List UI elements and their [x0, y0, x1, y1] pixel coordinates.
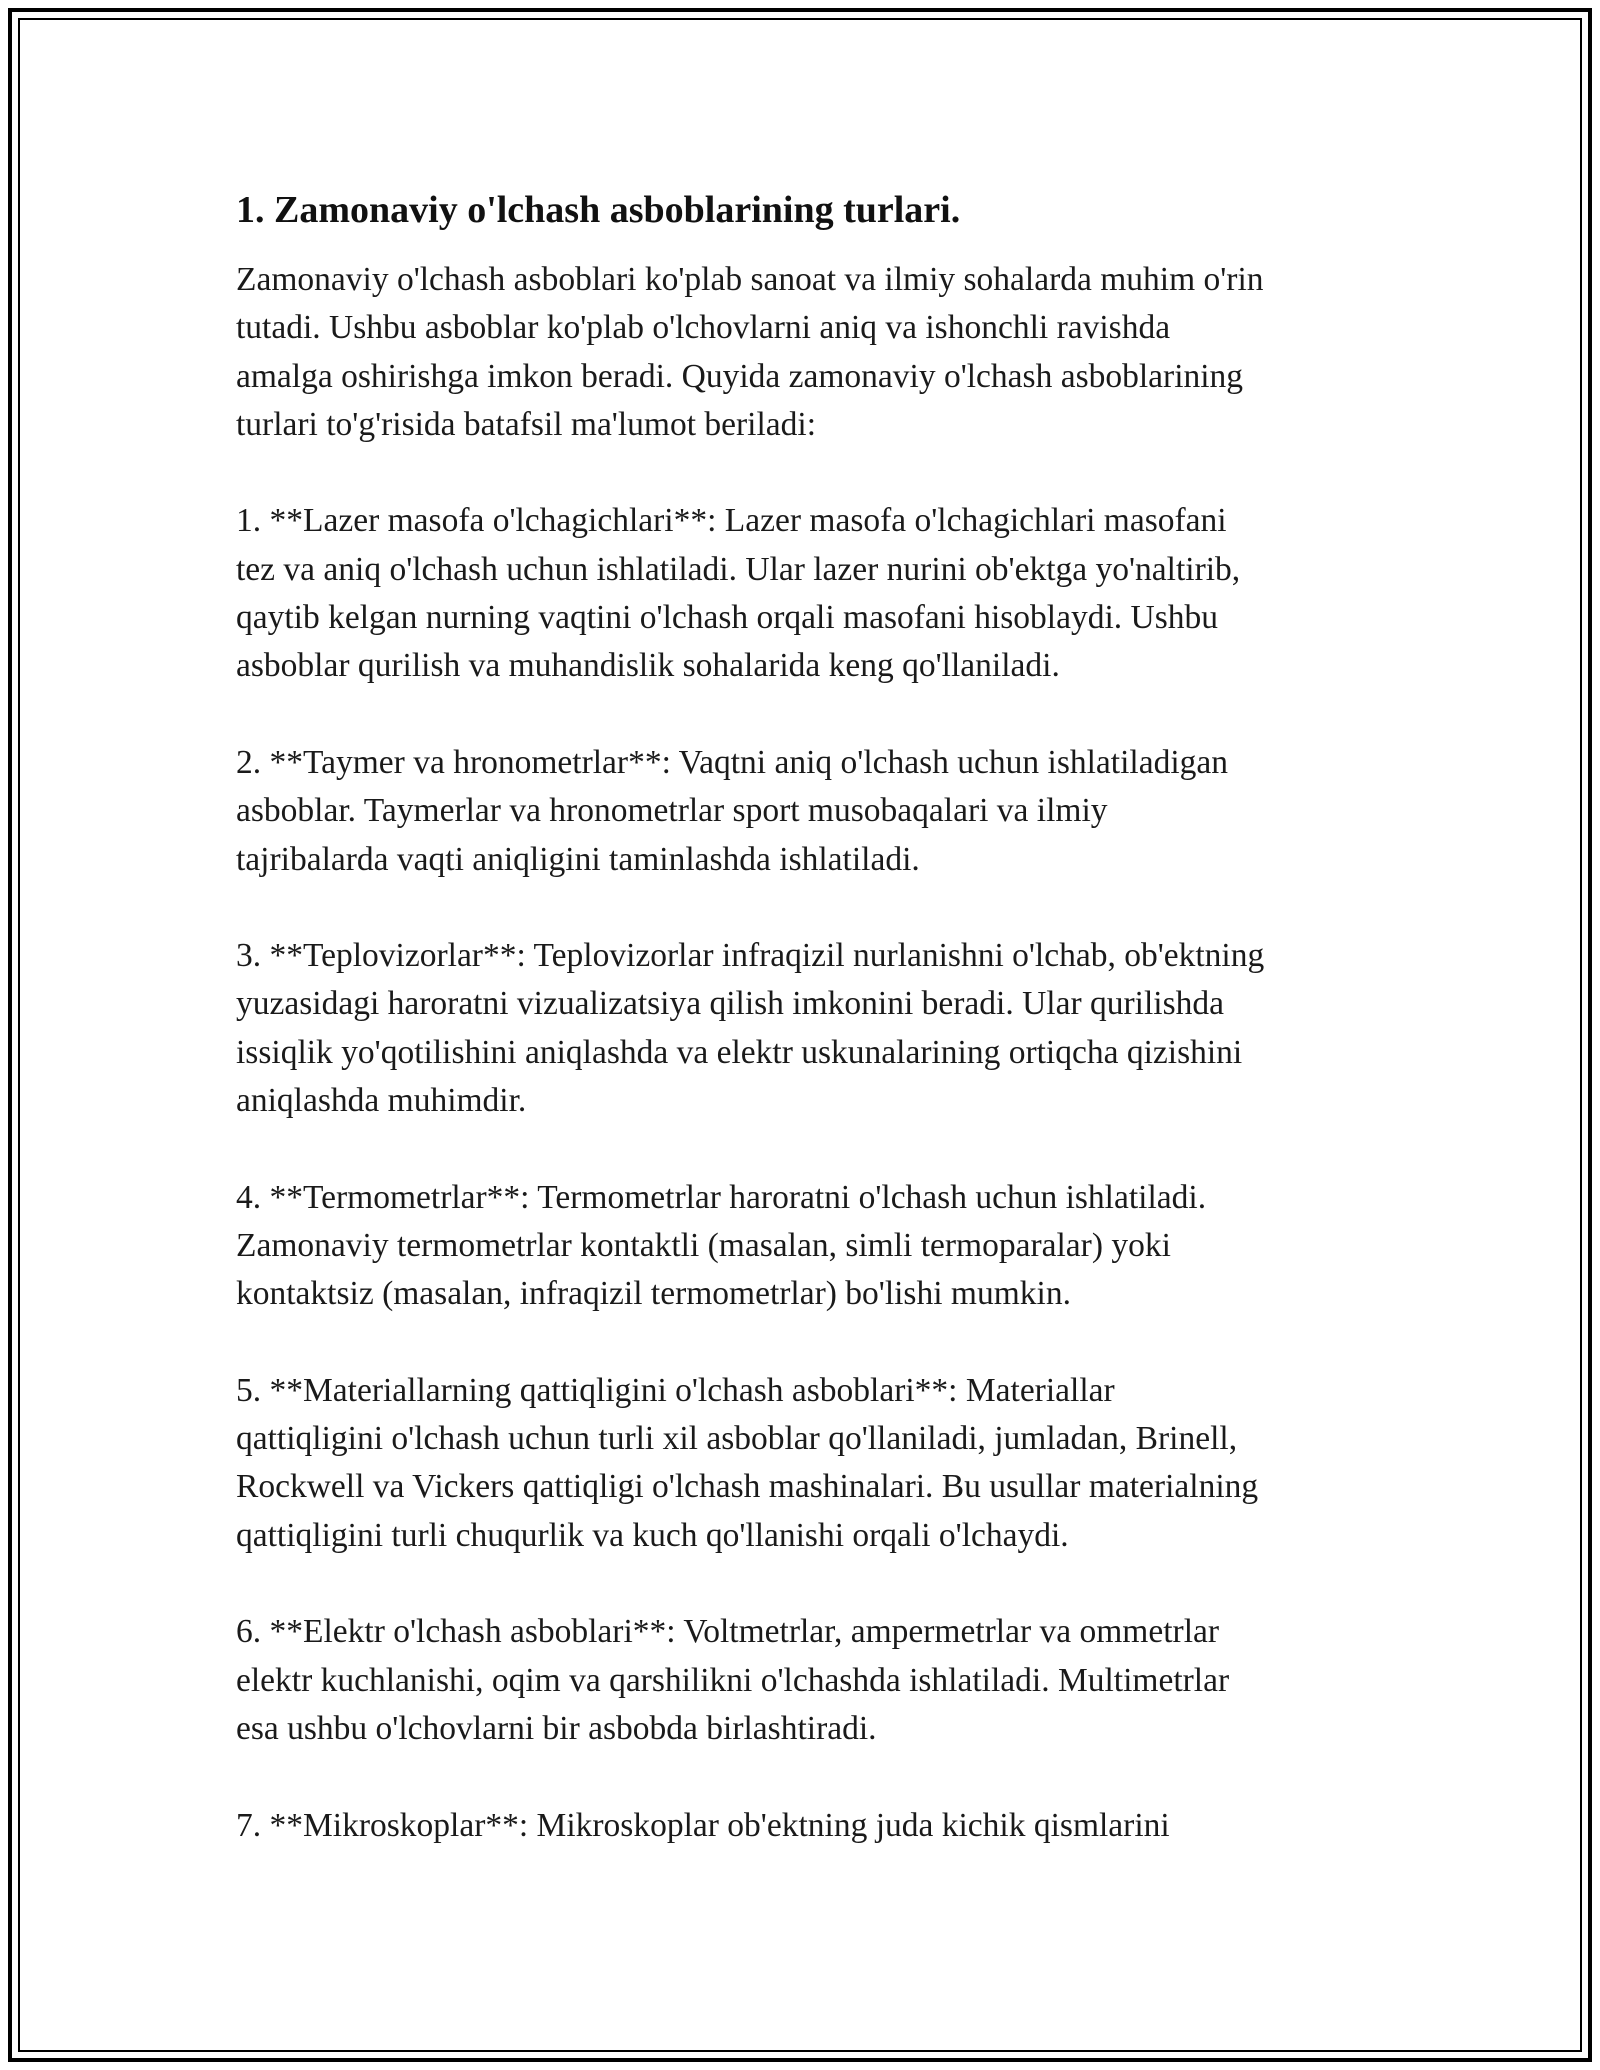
text-line: kontaktsiz (masalan, infraqizil termometrlar) bo'lishi mumkin. [236, 1275, 1071, 1313]
text-line: esa ushbu o'lchovlarni bir asbobda birlashtiradi. [236, 1709, 877, 1747]
text-line: 2. **Taymer va hronometrlar**: Vaqtni aniq o'lchash uchun ishlatiladigan [236, 743, 1229, 781]
text-line: qattiqligini turli chuqurlik va kuch qo'llanishi orqali o'lchaydi. [236, 1516, 1069, 1554]
text-line: 3. **Teplovizorlar**: Teplovizorlar infraqizil nurlanishni o'lchab, ob'ektning [236, 937, 1265, 975]
text-line: 1. **Lazer masofa o'lchagichlari**: Lazer masofa o'lchagichlari masofani [236, 502, 1227, 540]
text-line: 5. **Materiallarning qattiqligini o'lchash asboblari**: Materiallar [236, 1371, 1115, 1409]
text-line: 4. **Termometrlar**: Termometrlar haroratni o'lchash uchun ishlatiladi. [236, 1178, 1207, 1216]
text-line: aniqlashda muhimdir. [236, 1082, 527, 1120]
text-line: 7. **Mikroskoplar**: Mikroskoplar ob'ektning juda kichik qismlarini [236, 1806, 1170, 1844]
text-line: Zamonaviy termometrlar kontaktli (masalan, simli termoparalar) yoki [236, 1226, 1171, 1264]
list-item-laser-rangefinders [236, 497, 1376, 690]
text-line: elektr kuchlanishi, oqim va qarshilikni o'lchashda ishlatiladi. Multimetrlar [236, 1661, 1230, 1699]
document-title: 1. Zamonaviy o'lchash asboblarining turlari. [236, 189, 961, 231]
list-item-hardness-testers [236, 1367, 1376, 1560]
text-line: tajribalarda vaqti aniqligini taminlashda ishlatiladi. [236, 840, 920, 878]
list-item-timers [236, 739, 1376, 884]
text-line: qaytib kelgan nurning vaqtini o'lchash orqali masofani hisoblaydi. Ushbu [236, 599, 1219, 637]
text-line: tutadi. Ushbu asboblar ko'plab o'lchovlarni aniq va ishonchli ravishda [236, 309, 1171, 347]
text-line: amalga oshirishga imkon beradi. Quyida zamonaviy o'lchash asboblarining [236, 357, 1244, 395]
text-line: turlari to'g'risida batafsil ma'lumot beriladi: [236, 405, 817, 443]
list-item-electrical-instruments [236, 1608, 1376, 1753]
list-item-microscopes [236, 1802, 1376, 1850]
list-item-thermometers [236, 1174, 1376, 1319]
text-line: tez va aniq o'lchash uchun ishlatiladi. Ular lazer nurini ob'ektga yo'naltirib, [236, 550, 1241, 588]
text-line: Zamonaviy o'lchash asboblari ko'plab sanoat va ilmiy sohalarda muhim o'rin [236, 261, 1264, 298]
list-item-thermal-imagers [236, 932, 1376, 1125]
text-line: yuzasidagi haroratni vizualizatsiya qilish imkonini beradi. Ular qurilishda [236, 985, 1224, 1023]
document-body [236, 186, 1376, 1850]
intro-paragraph [236, 256, 1376, 449]
text-line: asboblar. Taymerlar va hronometrlar sport musobaqalari va ilmiy [236, 792, 1108, 830]
text-line: asboblar qurilish va muhandislik sohalarida keng qo'llaniladi. [236, 647, 1060, 685]
text-line: issiqlik yo'qotilishini aniqlashda va elektr uskunalarining ortiqcha qizishini [236, 1033, 1243, 1071]
text-line: 6. **Elektr o'lchash asboblari**: Voltmetrlar, ampermetrlar va ommetrlar [236, 1613, 1220, 1651]
text-line: qattiqligini o'lchash uchun turli xil asboblar qo'llaniladi, jumladan, Brinell, [236, 1420, 1238, 1458]
text-line: Rockwell va Vickers qattiqligi o'lchash mashinalari. Bu usullar materialning [236, 1468, 1259, 1506]
